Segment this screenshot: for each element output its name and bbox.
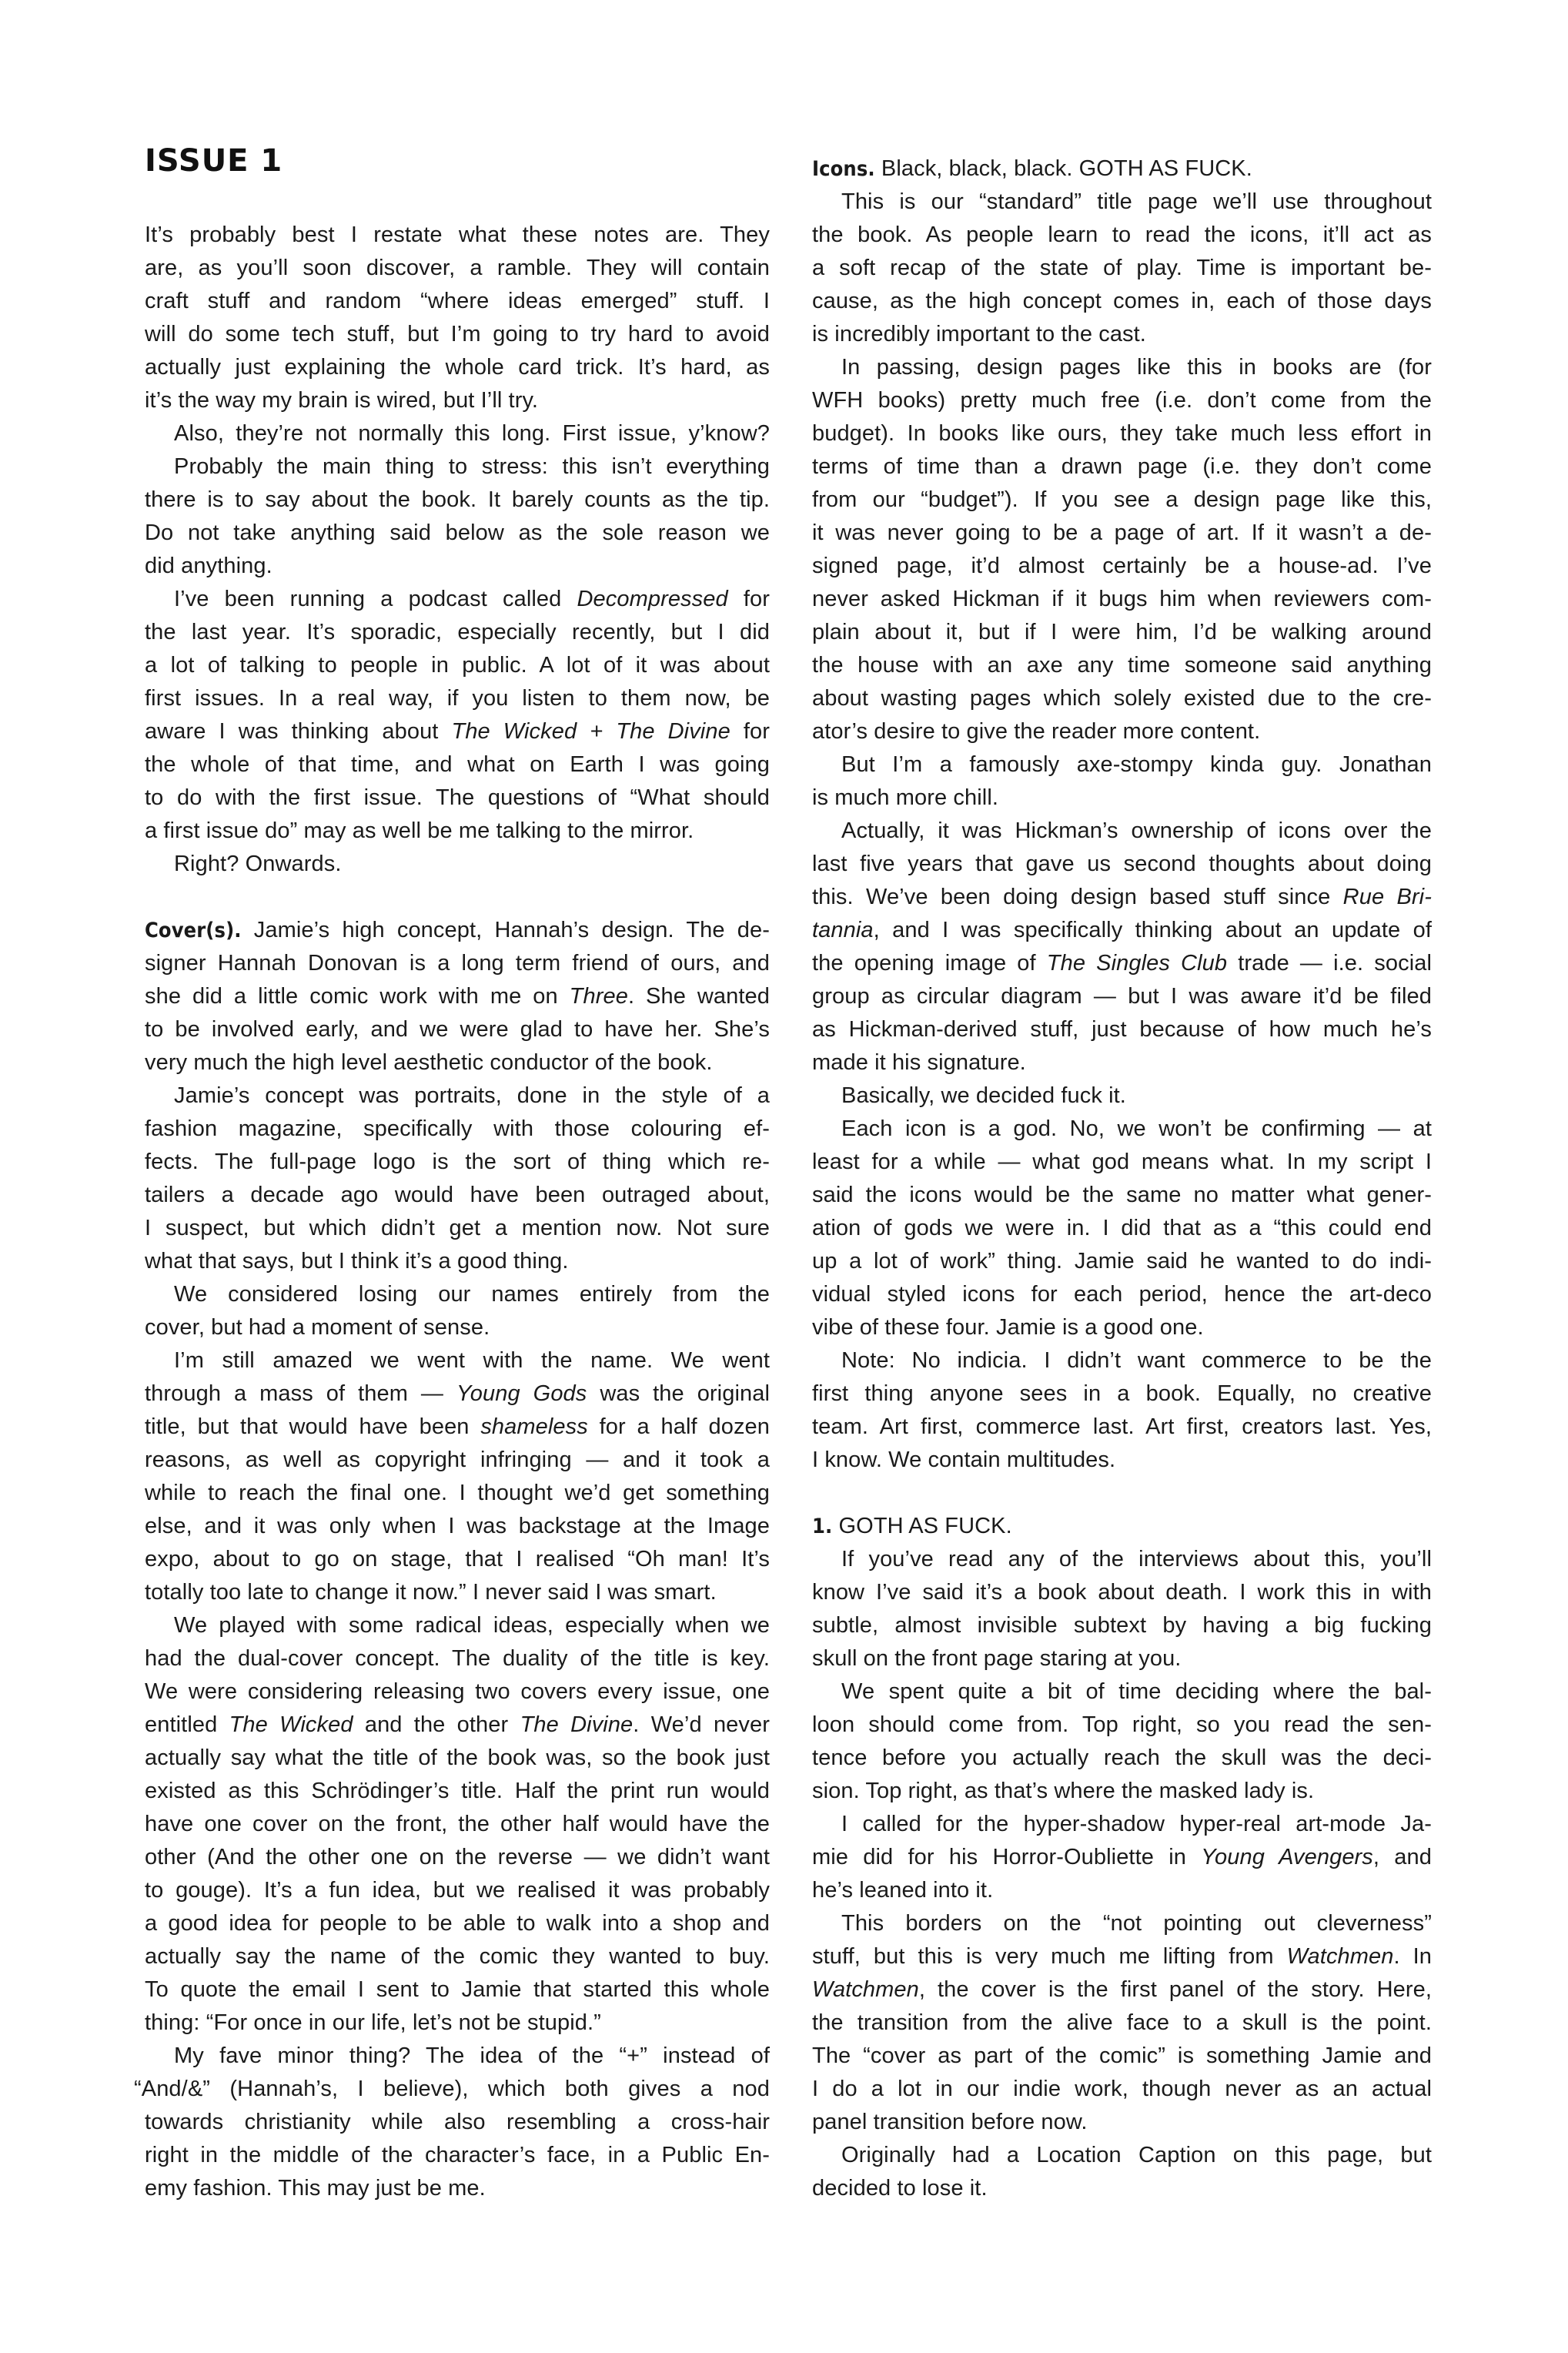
- text-line: WFH books) pretty much free (i.e. don’t come from the: [812, 388, 1432, 413]
- text-line: Each icon is a god. No, we won’t be confirming — at: [841, 1116, 1432, 1141]
- text-span: . She wanted: [627, 984, 770, 1009]
- text-line: I suspect, but which didn’t get a mention now. Not sure: [145, 1216, 770, 1240]
- paragraph-balloon: [812, 1675, 1432, 1808]
- text-line: Probably the main thing to stress: this isn’t everything: [174, 454, 770, 479]
- text-line: is incredibly important to the cast.: [812, 322, 1146, 346]
- paragraph-fave: [134, 2040, 770, 2205]
- text-line: did anything.: [145, 554, 272, 578]
- text-line: [145, 583, 770, 616]
- text-line: fashion magazine, specifically with those colouring ef-: [145, 1116, 770, 1141]
- text-line: expo, about to go on stage, that I realised “Oh man! It’s: [145, 1547, 770, 1571]
- text-span: this. We’ve been doing design based stuff since: [812, 885, 1343, 909]
- text-line: first thing anyone sees in a book. Equally, no creative: [812, 1381, 1432, 1406]
- text-line: other (And the other one on the reverse — we didn’t want: [145, 1845, 770, 1869]
- text-line: never asked Hickman if it bugs him when reviewers com-: [812, 587, 1432, 611]
- text-line: [812, 914, 1432, 947]
- text-line: least for a while — what god means what. In my script I: [812, 1150, 1432, 1174]
- paragraph-note: [812, 1344, 1432, 1477]
- text-line: emy fashion. This may just be me.: [145, 2176, 486, 2201]
- text-line: actually say the name of the comic they wanted to buy.: [145, 1944, 770, 1969]
- text-line: craft stuff and random “where ideas emerged” stuff. I: [145, 289, 770, 313]
- text-line: it was never going to be a page of art. If it wasn’t a de-: [812, 520, 1432, 545]
- text-line: team. Art first, commerce last. Art first, creators last. Yes,: [812, 1414, 1432, 1439]
- paragraph-basically: [812, 1079, 1432, 1113]
- text-line: towards christianity while also resembling a cross-hair: [145, 2110, 770, 2134]
- book-title: Watchmen: [812, 1977, 919, 2002]
- text-span: and the other: [353, 1712, 520, 1737]
- text-span: the opening image of: [812, 951, 1047, 976]
- text-line: plain about it, but if I were him, I’d be walking around: [812, 620, 1432, 644]
- text-line: else, and it was only when I was backstage at the Image: [145, 1514, 770, 1538]
- text-line: Note: No indicia. I didn’t want commerce to be the: [841, 1348, 1432, 1373]
- right-column: [812, 152, 1432, 2205]
- text-span: for a half dozen: [587, 1414, 771, 1439]
- text-line: ation of gods we were in. I did that as a “this could end: [812, 1216, 1432, 1240]
- text-line: We played with some radical ideas, especially when we: [174, 1613, 770, 1638]
- text-line: To quote the email I sent to Jamie that started this whole: [145, 1977, 770, 2002]
- text-line: last five years that gave us second thoughts about doing: [812, 852, 1432, 876]
- text-line: up a lot of work” thing. Jamie said he wanted to do indi-: [812, 1249, 1432, 1274]
- text-line: thing: “For once in our life, let’s not be stupid.”: [145, 2010, 601, 2035]
- text-line: This is our “standard” title page we’ll use throughout: [841, 189, 1432, 214]
- paragraph-names: [145, 1278, 770, 1344]
- text-line: a lot of talking to people in public. A lot of it was about: [145, 653, 770, 678]
- text-line: cause, as the high concept comes in, each of those days: [812, 289, 1432, 313]
- text-line: cover, but had a moment of sense.: [145, 1315, 490, 1340]
- text-line: The “cover as part of the comic” is something Jamie and: [812, 2043, 1432, 2068]
- text-span: through a mass of them —: [145, 1381, 456, 1406]
- text-line: a soft recap of the state of play. Time is important be-: [812, 256, 1432, 280]
- book-title: The Singles Club: [1046, 951, 1228, 976]
- text-line: budget). In books like ours, they take much less effort in: [812, 421, 1432, 446]
- text-line: to gouge). It’s a fun idea, but we realised it was probably: [145, 1878, 770, 1903]
- text-span: . We’d never: [633, 1712, 770, 1737]
- text-line: as Hickman-derived stuff, just because of how much he’s: [812, 1017, 1432, 1042]
- text-line: there is to say about the book. It barely counts as the tip.: [145, 487, 770, 512]
- left-column: [134, 219, 771, 2205]
- section-label: 1.: [812, 1515, 833, 1538]
- text-span: , and I was specifically thinking about an update of: [873, 918, 1432, 942]
- text-line: Basically, we decided fuck it.: [841, 1083, 1126, 1108]
- text-span: mie did for his Horror-Oubliette in: [812, 1845, 1202, 1869]
- text-line: had the dual-cover concept. The duality of the title is key.: [145, 1646, 770, 1671]
- text-line: [145, 1411, 770, 1444]
- text-line: the transition from the alive face to a skull is the point.: [812, 2010, 1432, 2035]
- text-span: for: [730, 719, 770, 744]
- text-line: is much more chill.: [812, 785, 999, 810]
- paragraph-standard: [812, 186, 1432, 351]
- text-span: she did a little comic work with me on: [145, 984, 570, 1009]
- podcast-title: Decompressed: [577, 587, 728, 611]
- text-span: , and: [1372, 1845, 1432, 1869]
- text-line: sion. Top right, as that’s where the masked lady is.: [812, 1779, 1315, 1803]
- paragraph-podcast: [145, 583, 770, 848]
- text-line: reasons, as well as copyright infringing — and it took a: [145, 1448, 770, 1472]
- paragraph-also: [145, 417, 770, 450]
- text-line: tailers a decade ago would have been outraged about,: [145, 1183, 770, 1207]
- text-span: Black, black, black. GOTH AS FUCK.: [874, 156, 1252, 181]
- text-line: to do with the first issue. The questions of “What should: [145, 785, 770, 810]
- book-title: The Divine: [520, 1712, 634, 1737]
- book-title: Young Avengers: [1201, 1845, 1373, 1869]
- book-title: Young Gods: [456, 1381, 587, 1406]
- text-line: know I’ve said it’s a book about death. I work this in with: [812, 1580, 1432, 1605]
- book-title: Rue Bri-: [1342, 885, 1432, 909]
- text-line: [145, 715, 770, 748]
- text-line: loon should come from. Top right, so you read the sen-: [812, 1712, 1432, 1737]
- text-line: first issues. In a real way, if you listen to them now, be: [145, 686, 770, 711]
- text-line: to be involved early, and we were glad to have her. She’s: [145, 1017, 770, 1042]
- section-icons: [812, 152, 1432, 186]
- text-line: “And/&” (Hannah’s, I believe), which both gives a nod: [134, 2077, 770, 2101]
- text-line: while to reach the final one. I thought we’d get something: [145, 1481, 770, 1505]
- text-span: Jamie’s high concept, Hannah’s design. The de-: [241, 918, 770, 942]
- text-line: are, as you’ll soon discover, a ramble. They will contain: [145, 256, 770, 280]
- text-span: for: [727, 587, 770, 611]
- text-line: [812, 1510, 1432, 1543]
- text-line: [812, 1841, 1432, 1874]
- text-line: I’m still amazed we went with the name. We went: [174, 1348, 770, 1373]
- text-line: terms of time than a drawn page (i.e. they don’t come: [812, 454, 1432, 479]
- text-span: aware I was thinking about: [145, 719, 452, 744]
- text-span: , the cover is the first panel of the story. Here,: [918, 1977, 1432, 2002]
- text-line: We spent quite a bit of time deciding where the bal-: [841, 1679, 1432, 1704]
- text-line: fects. The full-page logo is the sort of thing which re-: [145, 1150, 770, 1174]
- text-line: subtle, almost invisible subtext by having a big fucking: [812, 1613, 1432, 1638]
- book-title: tannia: [812, 918, 874, 942]
- text-line: [145, 980, 770, 1013]
- text-line: the whole of that time, and what on Earth I was going: [145, 752, 770, 777]
- paragraph-watchmen: [812, 1907, 1432, 2139]
- text-line: This borders on the “not pointing out cleverness”: [841, 1911, 1432, 1936]
- text-line: It’s probably best I restate what these notes are. They: [145, 223, 770, 247]
- paragraph-god: [812, 1113, 1432, 1344]
- text-line: a first issue do” may as well be me talking to the mirror.: [145, 818, 694, 843]
- section-label: Icons.: [812, 157, 875, 181]
- text-span: was the original: [587, 1381, 770, 1406]
- text-line: I know. We contain multitudes.: [812, 1448, 1116, 1472]
- text-line: panel transition before now.: [812, 2110, 1088, 2134]
- text-line: vibe of these four. Jamie is a good one.: [812, 1315, 1204, 1340]
- text-span: entitled: [145, 1712, 229, 1737]
- text-line: Right? Onwards.: [174, 852, 342, 876]
- text-line: the house with an axe any time someone said anything: [812, 653, 1432, 678]
- text-line: Actually, it was Hickman’s ownership of icons over the: [841, 818, 1432, 843]
- text-span: title, but that would have been: [145, 1414, 481, 1439]
- paragraph-hickman: [812, 815, 1432, 1079]
- text-line: I do a lot in our indie work, though never as an actual: [812, 2077, 1432, 2101]
- text-line: [812, 947, 1432, 980]
- text-line: Jamie’s concept was portraits, done in the style of a: [174, 1083, 770, 1108]
- text-line: [812, 881, 1432, 914]
- text-line: decided to lose it.: [812, 2176, 988, 2201]
- paragraph-radical: [145, 1609, 770, 2040]
- text-line: the last year. It’s sporadic, especially recently, but I did: [145, 620, 770, 644]
- text-line: We considered losing our names entirely from the: [174, 1282, 770, 1307]
- text-line: made it his signature.: [812, 1050, 1026, 1075]
- text-span: . In: [1393, 1944, 1432, 1969]
- text-line: about wasting pages which solely existed due to the cre-: [812, 686, 1432, 711]
- text-line: said the icons would be the same no matter what gener-: [812, 1183, 1432, 1207]
- text-line: We were considering releasing two covers every issue, one: [145, 1679, 770, 1704]
- text-span: stuff, but this is very much me lifting from: [812, 1944, 1287, 1969]
- paragraph-passing: [812, 351, 1432, 748]
- text-line: I called for the hyper-shadow hyper-real art-mode Ja-: [841, 1812, 1432, 1836]
- section-label: Cover(s).: [145, 919, 242, 942]
- book-title: The Wicked + The Divine: [451, 719, 731, 744]
- text-line: existed as this Schrödinger’s title. Half the print run would: [145, 1779, 770, 1803]
- text-line: [145, 914, 770, 947]
- page-title: ISSUE 1: [145, 143, 283, 179]
- text-line: totally too late to change it now.” I never said I was smart.: [145, 1580, 717, 1605]
- paragraph-interviews: [812, 1543, 1432, 1675]
- paragraph-intro: [145, 219, 770, 417]
- text-line: will do some tech stuff, but I’m going to try hard to avoid: [145, 322, 770, 346]
- text-span: I’ve been running a podcast called: [174, 587, 577, 611]
- text-line: If you’ve read any of the interviews about this, you’ll: [841, 1547, 1432, 1571]
- section-gap: [145, 881, 770, 914]
- book-title: Three: [569, 984, 628, 1009]
- text-line: Also, they’re not normally this long. First issue, y’know?: [174, 421, 770, 446]
- text-line: Originally had a Location Caption on this page, but: [841, 2143, 1432, 2167]
- book-title: Watchmen: [1286, 1944, 1394, 1969]
- text-line: Do not take anything said below as the sole reason we: [145, 520, 770, 545]
- paragraph-concept: [145, 1079, 770, 1278]
- text-line: group as circular diagram — but I was aware it’d be filed: [812, 984, 1432, 1009]
- paragraph-axe: [812, 748, 1432, 815]
- emphasis: shameless: [480, 1414, 588, 1439]
- paragraph-amazed: [145, 1344, 770, 1609]
- paragraph-probably: [145, 450, 770, 583]
- section-covers: [145, 914, 770, 1079]
- section-gap: [812, 1477, 1432, 1510]
- text-line: actually just explaining the whole card trick. It’s hard, as: [145, 355, 770, 380]
- text-line: [145, 1377, 770, 1411]
- book-title: The Wicked: [229, 1712, 353, 1737]
- text-span: GOTH AS FUCK.: [832, 1514, 1012, 1538]
- text-line: tence before you actually reach the skull was the deci-: [812, 1746, 1432, 1770]
- paragraph-shadow: [812, 1808, 1432, 1907]
- text-line: [812, 1940, 1432, 1973]
- paragraph-onwards: [145, 848, 770, 881]
- section-goth: [812, 1510, 1432, 1543]
- text-line: he’s leaned into it.: [812, 1878, 994, 1903]
- text-line: In passing, design pages like this in books are (for: [841, 355, 1432, 380]
- text-line: signed page, it’d almost certainly be a house-ad. I’ve: [812, 554, 1432, 578]
- text-line: vidual styled icons for each period, hence the art-deco: [812, 1282, 1432, 1307]
- text-line: signer Hannah Donovan is a long term friend of ours, and: [145, 951, 770, 976]
- text-line: from our “budget”). If you see a design page like this,: [812, 487, 1432, 512]
- text-line: My fave minor thing? The idea of the “+” instead of: [174, 2043, 770, 2068]
- text-line: actually say what the title of the book was, so the book just: [145, 1746, 770, 1770]
- text-line: very much the high level aesthetic conductor of the book.: [145, 1050, 713, 1075]
- text-line: the book. As people learn to read the icons, it’ll act as: [812, 223, 1432, 247]
- text-line: [812, 152, 1432, 186]
- text-line: skull on the front page staring at you.: [812, 1646, 1182, 1671]
- text-line: what that says, but I think it’s a good thing.: [145, 1249, 569, 1274]
- text-line: [145, 1709, 770, 1742]
- text-line: have one cover on the front, the other half would have the: [145, 1812, 770, 1836]
- text-line: a good idea for people to be able to walk into a shop and: [145, 1911, 770, 1936]
- text-span: trade — i.e. social: [1227, 951, 1433, 976]
- text-line: ator’s desire to give the reader more content.: [812, 719, 1261, 744]
- text-line: [812, 1973, 1432, 2007]
- paragraph-caption: [812, 2139, 1432, 2205]
- text-line: But I’m a famously axe-stompy kinda guy. Jonathan: [841, 752, 1432, 777]
- text-line: right in the middle of the character’s face, in a Public En-: [145, 2143, 770, 2167]
- text-line: it’s the way my brain is wired, but I’ll try.: [145, 388, 539, 413]
